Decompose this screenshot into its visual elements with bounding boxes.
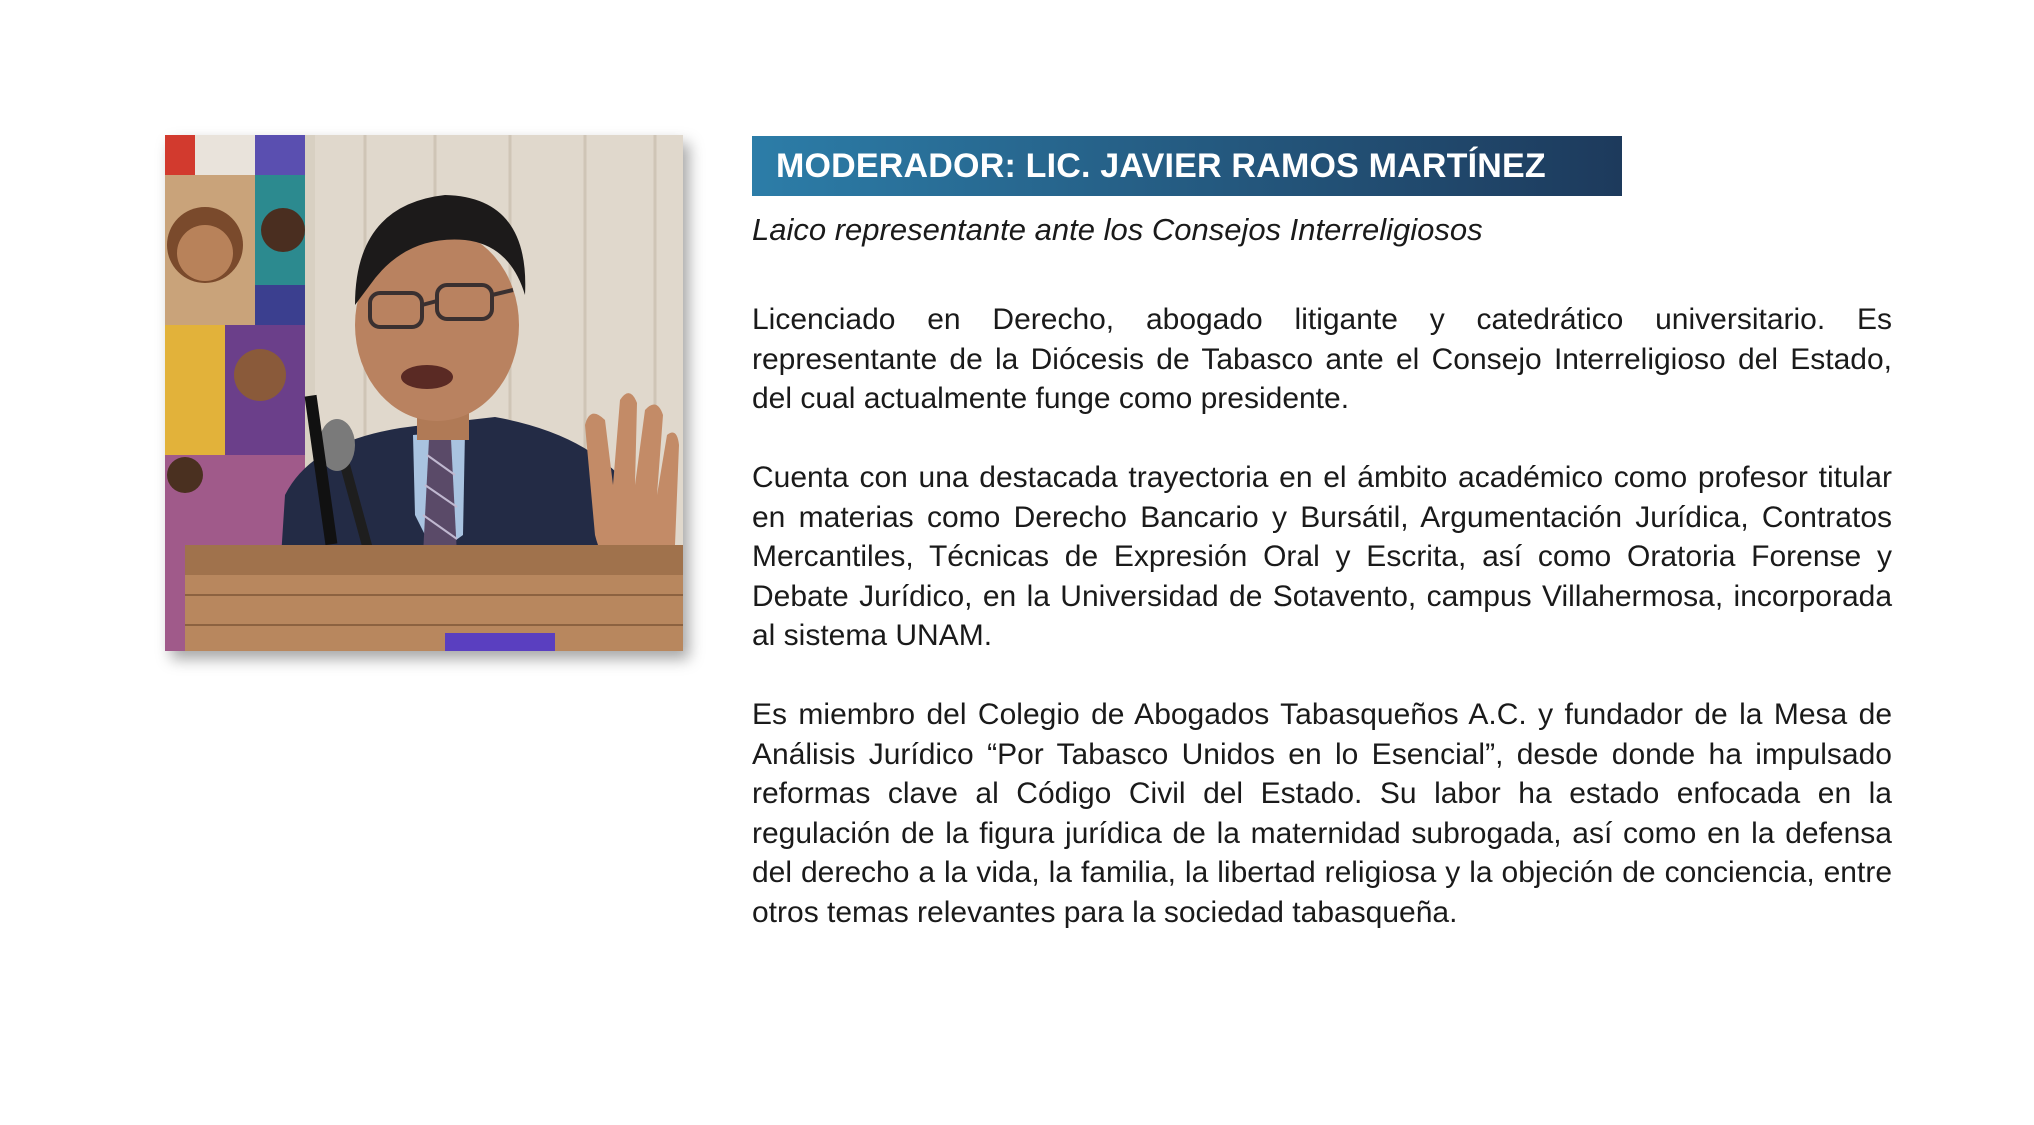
moderator-name-title: MODERADOR: LIC. JAVIER RAMOS MARTÍNEZ xyxy=(776,146,1546,185)
moderator-role-subtitle: Laico representante ante los Consejos Interreligiosos xyxy=(752,212,1483,247)
speaker-photo-illustration xyxy=(165,135,683,651)
bio-paragraph-3: Es miembro del Colegio de Abogados Tabasqueños A.C. y fundador de la Mesa de Análisis Jurídico “Por Tabasco Unidos en lo Esencial”, desde donde ha impulsado reformas clave al Código Civil del Estado. Su labor ha estado enfocada en la regulación de la figura jurídica de la maternidad subrogada, así como en la defensa del derecho a la vida, la familia, la libertad religiosa y la objeción de conciencia, entre otros temas relevantes para la sociedad tabasqueña. xyxy=(752,698,1892,929)
moderator-title-bar xyxy=(752,136,1622,196)
biography-section xyxy=(752,300,1892,932)
bio-paragraph-2: Cuenta con una destacada trayectoria en el ámbito académico como profesor titular en materias como Derecho Bancario y Bursátil, Argumentación Jurídica, Contratos Mercantiles, Técnicas de Expresión Oral y Escrita, así como Oratoria Forense y Debate Jurídico, en la Universidad de Sotavento, campus Villahermosa, incorporada al sistema UNAM. xyxy=(752,461,1892,652)
speaker-photo xyxy=(165,135,683,651)
bio-paragraph-1: Licenciado en Derecho, abogado litigante y catedrático universitario. Es representante de la Diócesis de Tabasco ante el Consejo Interreligioso del Estado, del cual actualmente funge como presidente. xyxy=(752,303,1892,415)
